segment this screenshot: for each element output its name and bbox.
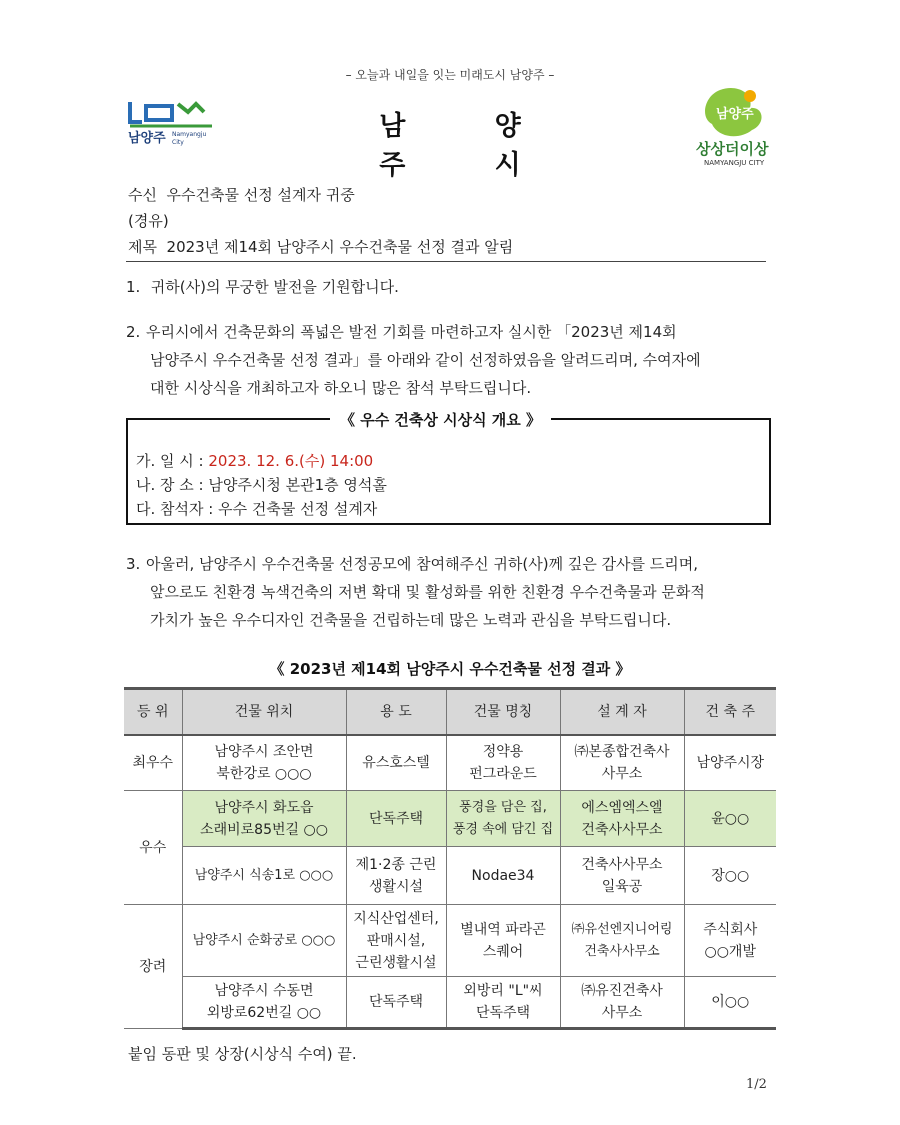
ceremony-attendees: 우수 건축물 선정 설계자 xyxy=(218,500,378,518)
cell-owner: 주식회사 ○○개발 xyxy=(684,905,776,977)
subject-line xyxy=(128,236,513,257)
grade-top: 최우수 xyxy=(124,735,182,791)
paragraph-1 xyxy=(126,273,776,301)
cell-use: 지식산업센터, 판매시설, 근린생활시설 xyxy=(346,905,446,977)
recipient: 우수건축물 선정 설계자 귀중 xyxy=(166,186,355,204)
p3-line1: 아울러, 남양주시 우수건축물 선정공모에 참여해주신 귀하(사)께 깊은 감사를 드리며, xyxy=(146,555,699,573)
recipient-label: 수신 xyxy=(128,186,157,204)
header-location: 건물 위치 xyxy=(182,689,346,735)
ceremony-title: 《 우수 건축상 시상식 개요 》 xyxy=(330,409,551,430)
p2-number: 2. xyxy=(126,323,141,341)
page-number: 1/2 xyxy=(746,1077,767,1092)
right-logo-mark: 남양주 xyxy=(716,107,754,122)
cell-building-name: 풍경을 담은 집, 풍경 속에 담긴 집 xyxy=(446,791,560,847)
attendees-label: 다. 참석자 : xyxy=(136,500,219,518)
attachment-note: 붙임 동판 및 상장(시상식 수여) 끝. xyxy=(128,1045,357,1063)
place-label: 나. 장 소 : xyxy=(136,476,209,494)
cell-designer: ㈜유선엔지니어링 건축사사무소 xyxy=(560,905,684,977)
cell-use: 단독주택 xyxy=(346,977,446,1029)
ceremony-place-row xyxy=(136,474,387,495)
header-owner: 건 축 주 xyxy=(684,689,776,735)
date-label: 가. 일 시 : xyxy=(136,452,209,470)
cell-designer: ㈜본종합건축사 사무소 xyxy=(560,735,684,791)
recipient-line xyxy=(128,184,355,205)
cell-location: 남양주시 화도읍 소래비로85번길 ○○ xyxy=(182,791,346,847)
results-table xyxy=(124,687,776,1030)
city-slogan: – 오늘과 내일을 잇는 미래도시 남양주 – xyxy=(345,68,555,82)
cell-owner: 윤○○ xyxy=(684,791,776,847)
header-rank: 등 위 xyxy=(124,689,182,735)
header-divider xyxy=(126,261,766,262)
cell-owner: 이○○ xyxy=(684,977,776,1029)
grade-encourage: 장려 xyxy=(124,905,182,1029)
namyangju-logo-right xyxy=(692,84,784,168)
subject-label: 제목 xyxy=(128,238,157,256)
results-title: 《 2023년 제14회 남양주시 우수건축물 선정 결과 》 xyxy=(269,660,631,678)
city-brand-icon xyxy=(692,84,784,168)
table-row-highlighted xyxy=(124,791,776,847)
cell-location: 남양주시 조안면 북한강로 ○○○ xyxy=(182,735,346,791)
cell-use: 유스호스텔 xyxy=(346,735,446,791)
org-title: 남 양 주 시 xyxy=(379,111,561,181)
cell-location: 남양주시 수동면 외방로62번길 ○○ xyxy=(182,977,346,1029)
cell-designer: 건축사사무소 일육공 xyxy=(560,847,684,905)
p3-number: 3. xyxy=(126,555,141,573)
table-header-row xyxy=(124,689,776,735)
header-use: 용 도 xyxy=(346,689,446,735)
table-row xyxy=(124,905,776,977)
left-logo-en-2: City xyxy=(172,139,184,146)
namyangju-emblem-icon xyxy=(126,98,216,148)
p2-line3: 대한 시상식을 개최하고자 하오니 많은 참석 부탁드립니다. xyxy=(150,379,532,397)
cell-location: 남양주시 순화궁로 ○○○ xyxy=(182,905,346,977)
cell-owner: 장○○ xyxy=(684,847,776,905)
ceremony-date: 2023. 12. 6.(수) 14:00 xyxy=(208,452,374,470)
via-line: (경유) xyxy=(128,212,169,230)
left-logo-name: 남양주 xyxy=(128,131,166,146)
cell-building-name: 정약용 펀그라운드 xyxy=(446,735,560,791)
paragraph-2 xyxy=(126,318,776,402)
ceremony-place: 남양주시청 본관1층 영석홀 xyxy=(208,476,387,494)
p3-line3: 가치가 높은 우수디자인 건축물을 건립하는데 많은 노력과 관심을 부탁드립니다. xyxy=(150,611,672,629)
cell-use: 제1·2종 근린 생활시설 xyxy=(346,847,446,905)
ceremony-date-row xyxy=(136,450,373,471)
cell-building-name: 외방리 "L"씨 단독주택 xyxy=(446,977,560,1029)
right-logo-en: NAMYANGJU CITY xyxy=(704,159,765,167)
p3-line2: 앞으로도 친환경 녹색건축의 저변 확대 및 활성화를 위한 친환경 우수건축물과 문화적 xyxy=(150,583,705,601)
cell-building-name: 별내역 파라곤 스퀘어 xyxy=(446,905,560,977)
table-row xyxy=(124,735,776,791)
grade-excellent: 우수 xyxy=(124,791,182,905)
namyangju-logo-left xyxy=(126,98,216,148)
p1-text: 귀하(사)의 무궁한 발전을 기원합니다. xyxy=(150,278,399,296)
cell-designer: ㈜유진건축사 사무소 xyxy=(560,977,684,1029)
p2-line1: 우리시에서 건축문화의 폭넓은 발전 기회를 마련하고자 실시한 「2023년 제14회 xyxy=(146,323,677,341)
cell-designer: 에스엠엑스엘 건축사사무소 xyxy=(560,791,684,847)
paragraph-3 xyxy=(126,550,776,634)
p1-number: 1. xyxy=(126,278,141,296)
subject: 2023년 제14회 남양주시 우수건축물 선정 결과 알림 xyxy=(166,238,514,256)
header-designer: 설 계 자 xyxy=(560,689,684,735)
right-logo-slogan: 상상더이상 xyxy=(696,140,769,158)
left-logo-en-1: Namyangju xyxy=(172,131,207,138)
p2-line2: 남양주시 우수건축물 선정 결과」를 아래와 같이 선정하였음을 알려드리며, 수여자에 xyxy=(150,351,701,369)
cell-owner: 남양주시장 xyxy=(684,735,776,791)
cell-location: 남양주시 식송1로 ○○○ xyxy=(182,847,346,905)
cell-use: 단독주택 xyxy=(346,791,446,847)
table-row xyxy=(124,977,776,1029)
table-row xyxy=(124,847,776,905)
header-building-name: 건물 명칭 xyxy=(446,689,560,735)
ceremony-attendees-row xyxy=(136,498,377,519)
cell-building-name: Nodae34 xyxy=(446,847,560,905)
